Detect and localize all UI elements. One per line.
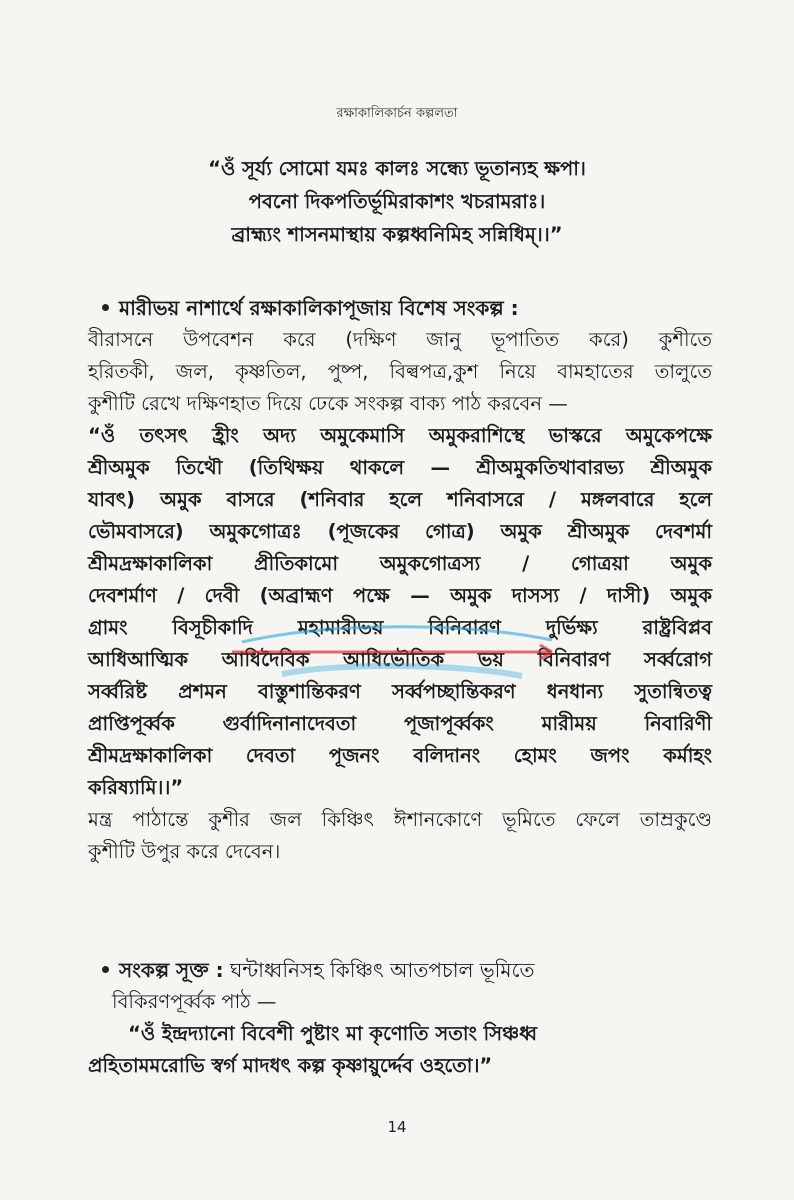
section-heading [88,954,712,986]
opening-verse [0,152,794,251]
body-line: কুশীটি উপুর করে দেবেন। [88,840,281,863]
body-line: বিকিরণপূর্ব্বক পাঠ — [112,990,277,1013]
mantra-line: গ্রামং বিসূচীকাদি মহামারীভয় বিনিবারণ দুর্ভিক্ষ্য রাষ্ট্রবিপ্লব [88,616,712,639]
mantra-line: শ্রীমদ্রক্ষাকালিকা দেবতা পূজনং বলিদানং হোমং জপং কর্মাহং [88,744,712,767]
mantra-line: প্রাপ্তিপূর্ব্বক গুর্বাদিনানাদেবতা পূজাপূর্ব্বকং মারীময় নিবারিণী [88,712,712,735]
mantra-line: “ওঁ তৎসৎ হ্রীং অদ্য অমুকেমাসি অমুকরাশিস্থে ভাস্করে অমুকেপক্ষে [88,424,712,447]
verse-line: ব্রাহ্ম্যং শাসনমাস্থায় কল্পধ্বনিমিহ সন্নিধিম্।।” [231,223,563,246]
mantra-line: যাবৎ) অমুক বাসরে (শনিবার হলে শনিবাসরে / মঙ্গলবারে হলে [88,488,712,511]
bullet-icon [102,304,109,311]
section-heading-text: সংকল্প সূক্ত : [119,958,224,982]
verse-line: “ওঁ ইন্দ্রদ্যানো বিবেশী পুষ্টাং মা কৃণোতি সতাং সিঞ্চধ্ব [128,1022,538,1045]
verse-line: প্রহিতামমরোভি স্বর্গ মাদধৎ কল্প কৃষ্ণায়ুর্দ্দেব ওহতো।” [88,1054,493,1077]
section-heading [88,292,712,324]
body-line: হরিতকী, জল, কৃষ্ণতিল, পুষ্প, বিল্বপত্র,কুশ নিয়ে বামহাতের তালুতে [88,360,712,383]
body-line: কুশীটি রেখে দক্ষিণহাত দিয়ে ঢেকে সংকল্প বাক্য পাঠ করবেন — [88,392,568,415]
body-line: বীরাসনে উপবেশন করে (দক্ষিণ জানু ভূপাতিত করে) কুশীতে [88,328,712,351]
section-heading-rest: ঘন্টাধ্বনিসহ কিঞ্চিৎ আতপচাল ভূমিতে [223,958,535,982]
bullet-icon [102,966,109,973]
mantra-line: শ্রীমদ্রক্ষাকালিকা প্রীতিকামো অমুকগোত্রস্য / গোত্রয়া অমুক [88,552,712,575]
verse-line: পবনো দিকপতির্ভূমিরাকাশং খচরামরাঃ। [248,190,546,213]
verse-line: “ওঁ সূর্য্য সোমো যমঃ কালঃ সন্ধ্যে ভূতান্যহ ক্ষপা। [208,157,586,180]
section-heading-text: মারীভয় নাশার্থে রক্ষাকালিকাপূজায় বিশেষ সংকল্প : [119,296,519,320]
mantra-line: করিষ্যামি।।” [88,776,184,799]
body-line: মন্ত্র পাঠান্তে কুশীর জল কিঞ্চিৎ ঈশানকোণে ভূমিতে ফেলে তাম্রকুণ্ডে [88,808,712,831]
mantra-line: দেবশর্মাণ / দেবী (অব্রাহ্মণ পক্ষে — অমুক দাসস্য / দাসী) অমুক [88,584,712,607]
mantra-line: সর্ব্বরিষ্ট প্রশমন বাস্তুশান্তিকরণ সর্ব্বপচ্ছান্তিকরণ ধনধান্য সুতান্বিতত্ব [88,680,712,703]
mantra-line: শ্রীঅমুক তিথৌ (তিথিক্ষয় থাকলে — শ্রীঅমুকতিথাবারভ্য শ্রীঅমুক [88,456,712,479]
page-number: 14 [387,1118,407,1136]
running-head: রক্ষাকালিকার্চন কল্পলতা [336,106,458,121]
mantra-line: ভৌমবাসরে) অমুকগোত্রঃ (পূজকের গোত্র) অমুক শ্রীঅমুক দেবশর্মা [88,520,712,543]
mantra-line: আধিআত্মিক আধিদৈবিক আধিভৌতিক ভয় বিনিবারণ সর্ব্বরোগ [88,648,712,671]
section-special-sankalpa [88,292,712,868]
section-sankalpa-sukta [88,954,712,1082]
